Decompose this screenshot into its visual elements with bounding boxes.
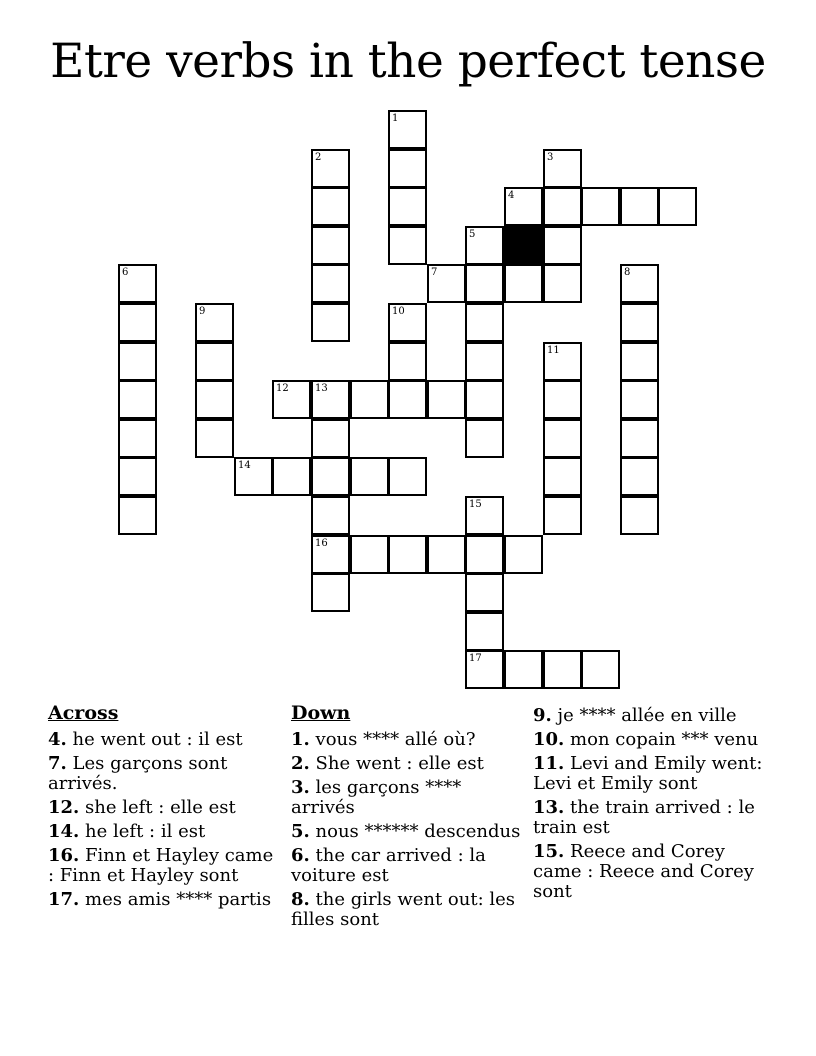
grid-cell[interactable] [465, 264, 504, 303]
clue-item [48, 846, 284, 886]
clue-item [48, 890, 284, 910]
grid-cell[interactable] [118, 496, 157, 535]
clue-number-label: 2 [315, 152, 322, 163]
clue-text: he left : il est [79, 821, 206, 842]
grid-cell[interactable] [311, 496, 350, 535]
grid-cell[interactable] [658, 187, 697, 226]
grid-cell[interactable] [543, 650, 582, 689]
grid-cell[interactable] [504, 535, 543, 574]
grid-cell[interactable] [543, 226, 582, 265]
clue-number: 11. [533, 753, 565, 774]
grid-cell[interactable] [350, 380, 389, 419]
grid-cell[interactable] [620, 187, 659, 226]
clue-number-label: 12 [276, 383, 289, 394]
grid-cell[interactable] [465, 573, 504, 612]
clue-number: 17. [48, 889, 80, 910]
grid-cell[interactable] [465, 380, 504, 419]
grid-cell[interactable] [195, 380, 234, 419]
clue-number: 5. [291, 821, 310, 842]
clue-item [533, 706, 773, 726]
grid-cell[interactable] [388, 457, 427, 496]
grid-cell[interactable] [118, 380, 157, 419]
clue-number: 1. [291, 729, 310, 750]
grid-cell[interactable] [311, 380, 350, 419]
grid-cell[interactable] [272, 380, 311, 419]
grid-cell[interactable] [504, 264, 543, 303]
clue-text: She went : elle est [309, 753, 484, 774]
clue-number-label: 6 [122, 267, 129, 278]
clue-number: 13. [533, 797, 565, 818]
page-title: Etre verbs in the perfect tense [50, 34, 766, 89]
clue-text: Finn et Hayley came : Finn et Hayley sont [48, 845, 274, 886]
clue-item [291, 730, 527, 750]
clue-item [291, 822, 527, 842]
clue-number-label: 14 [238, 460, 251, 471]
clue-text: je **** allée en ville [551, 705, 737, 726]
grid-cell[interactable] [311, 457, 350, 496]
clue-text: she left : elle est [79, 797, 236, 818]
clue-number-label: 16 [315, 538, 328, 549]
grid-cell[interactable] [620, 419, 659, 458]
grid-cell[interactable] [427, 264, 466, 303]
grid-cell[interactable] [465, 612, 504, 651]
grid-cell[interactable] [118, 419, 157, 458]
clue-text: the girls went out: les filles sont [291, 889, 516, 930]
grid-cell[interactable] [465, 342, 504, 381]
grid-cell[interactable] [504, 650, 543, 689]
grid-cell[interactable] [195, 419, 234, 458]
clue-item [291, 890, 527, 930]
grid-cell[interactable] [581, 650, 620, 689]
down-heading: Down [291, 702, 351, 724]
grid-cell[interactable] [272, 457, 311, 496]
grid-cell[interactable] [427, 535, 466, 574]
grid-cell[interactable] [465, 535, 504, 574]
clue-number-label: 3 [547, 152, 554, 163]
grid-cell[interactable] [543, 342, 582, 381]
grid-cell[interactable] [620, 264, 659, 303]
clue-number: 8. [291, 889, 310, 910]
clue-item [533, 754, 773, 794]
clue-number: 12. [48, 797, 80, 818]
clue-text: Reece and Corey came : Reece and Corey sont [533, 841, 754, 902]
grid-cell[interactable] [620, 303, 659, 342]
grid-cell[interactable] [311, 303, 350, 342]
grid-cell[interactable] [388, 226, 427, 265]
clue-number-label: 15 [469, 499, 482, 510]
grid-cell[interactable] [620, 457, 659, 496]
clue-item [48, 822, 284, 842]
grid-cell[interactable] [543, 457, 582, 496]
clue-item [48, 798, 284, 818]
clue-number: 2. [291, 753, 310, 774]
clue-number-label: 11 [547, 345, 560, 356]
grid-cell[interactable] [388, 380, 427, 419]
clue-text: mes amis **** partis [79, 889, 272, 910]
clue-number: 16. [48, 845, 80, 866]
grid-cell[interactable] [350, 535, 389, 574]
grid-cell[interactable] [350, 457, 389, 496]
clue-item [48, 754, 284, 794]
grid-cell[interactable] [195, 303, 234, 342]
clue-text: Les garçons sont arrivés. [48, 753, 228, 794]
clue-number: 6. [291, 845, 310, 866]
grid-cell[interactable] [234, 457, 273, 496]
clue-number: 3. [291, 777, 310, 798]
clue-text: the train arrived : le train est [533, 797, 755, 838]
clue-number-label: 5 [469, 229, 476, 240]
grid-cell[interactable] [388, 110, 427, 149]
clue-number-label: 8 [624, 267, 631, 278]
clue-number: 7. [48, 753, 67, 774]
clue-item [48, 730, 284, 750]
down-clues-continued [533, 706, 773, 906]
grid-cell[interactable] [543, 380, 582, 419]
clue-item [291, 778, 527, 818]
clue-number: 10. [533, 729, 565, 750]
grid-cell[interactable] [504, 187, 543, 226]
grid-cell[interactable] [195, 342, 234, 381]
grid-cell[interactable] [311, 226, 350, 265]
grid-cell[interactable] [465, 496, 504, 535]
black-square [504, 226, 543, 265]
grid-cell[interactable] [543, 419, 582, 458]
clue-number-label: 9 [199, 306, 206, 317]
grid-cell[interactable] [543, 187, 582, 226]
grid-cell[interactable] [620, 380, 659, 419]
clue-item [291, 846, 527, 886]
clue-text: vous **** allé où? [309, 729, 476, 750]
grid-cell[interactable] [465, 419, 504, 458]
grid-cell[interactable] [543, 149, 582, 188]
clue-number-label: 17 [469, 653, 482, 664]
clue-item [533, 730, 773, 750]
clue-text: he went out : il est [66, 729, 243, 750]
grid-cell[interactable] [465, 303, 504, 342]
grid-cell[interactable] [543, 264, 582, 303]
clue-number-label: 13 [315, 383, 328, 394]
down-clues [291, 702, 527, 934]
grid-cell[interactable] [543, 496, 582, 535]
across-heading: Across [48, 702, 119, 724]
grid-cell[interactable] [311, 149, 350, 188]
clue-number: 4. [48, 729, 67, 750]
clue-number: 9. [533, 705, 552, 726]
grid-cell[interactable] [118, 303, 157, 342]
grid-cell[interactable] [388, 303, 427, 342]
clue-number: 15. [533, 841, 565, 862]
clue-text: mon copain *** venu [564, 729, 759, 750]
clue-text: Levi and Emily went: Levi et Emily sont [533, 753, 763, 794]
clue-number-label: 4 [508, 190, 515, 201]
across-clues [48, 702, 284, 914]
clue-text: nous ****** descendus [309, 821, 521, 842]
grid-cell[interactable] [388, 187, 427, 226]
grid-cell[interactable] [311, 419, 350, 458]
clue-item [533, 842, 773, 902]
clue-number: 14. [48, 821, 80, 842]
grid-cell[interactable] [118, 342, 157, 381]
grid-cell[interactable] [311, 573, 350, 612]
grid-cell[interactable] [465, 226, 504, 265]
grid-cell[interactable] [311, 264, 350, 303]
grid-cell[interactable] [427, 380, 466, 419]
grid-cell[interactable] [311, 535, 350, 574]
grid-cell[interactable] [620, 342, 659, 381]
grid-cell[interactable] [118, 457, 157, 496]
grid-cell[interactable] [388, 149, 427, 188]
grid-cell[interactable] [465, 650, 504, 689]
clue-number-label: 10 [392, 306, 405, 317]
grid-cell[interactable] [388, 535, 427, 574]
clue-number-label: 7 [431, 267, 438, 278]
grid-cell[interactable] [311, 187, 350, 226]
clue-text: the car arrived : la voiture est [291, 845, 486, 886]
clue-text: les garçons **** arrivés [291, 777, 462, 818]
clue-item [533, 798, 773, 838]
grid-cell[interactable] [118, 264, 157, 303]
grid-cell[interactable] [581, 187, 620, 226]
clue-item [291, 754, 527, 774]
clue-number-label: 1 [392, 113, 399, 124]
grid-cell[interactable] [388, 342, 427, 381]
grid-cell[interactable] [620, 496, 659, 535]
